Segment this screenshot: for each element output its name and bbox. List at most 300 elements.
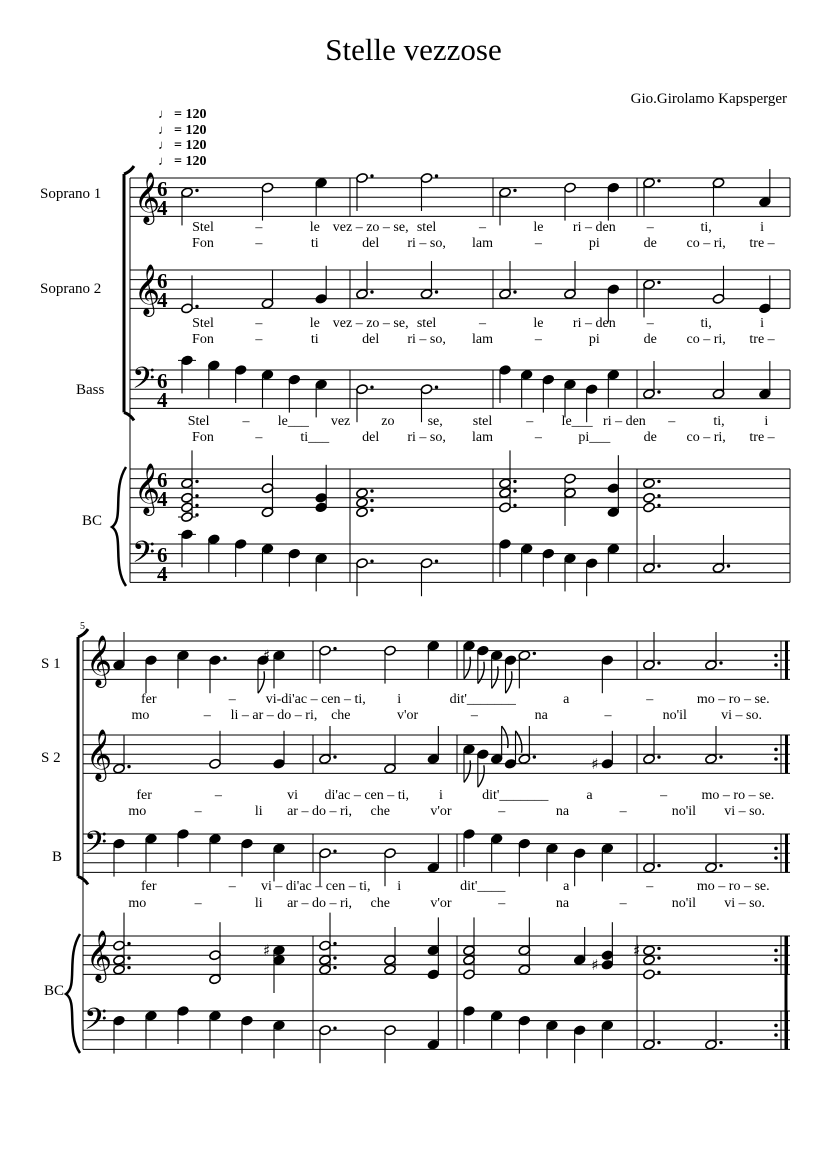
lyric-syllable: – — [619, 804, 627, 819]
notehead — [463, 955, 476, 966]
dot — [435, 290, 438, 293]
lyric-syllable: – — [203, 708, 211, 723]
notehead — [356, 497, 369, 508]
repeat-dot — [774, 654, 778, 658]
lyric-syllable: – — [646, 879, 654, 894]
tempo-value: = 120 — [174, 138, 207, 153]
notehead — [705, 1039, 718, 1050]
dot — [657, 755, 660, 758]
notehead — [356, 384, 369, 395]
notehead — [427, 1039, 440, 1050]
dot — [370, 174, 373, 177]
lyric-syllable: vez — [330, 414, 351, 429]
notehead — [477, 645, 490, 656]
notehead — [573, 1025, 586, 1036]
dot — [127, 765, 130, 768]
dot — [719, 864, 722, 867]
accidental: ♯ — [263, 941, 271, 960]
notehead — [273, 758, 286, 769]
dot — [195, 189, 198, 192]
bass-clef: 𝄢 — [132, 536, 156, 577]
notehead — [463, 744, 476, 755]
notehead — [759, 389, 772, 400]
dot — [657, 1041, 660, 1044]
tempo-value: = 120 — [174, 107, 207, 122]
notehead — [177, 650, 190, 661]
dot — [533, 755, 536, 758]
lyric-syllable: – — [255, 316, 263, 331]
lyric-syllable: ti — [310, 332, 319, 347]
flag — [506, 671, 512, 693]
lyric-syllable: ti, — [713, 414, 725, 429]
dot — [657, 390, 660, 393]
lyric-syllable: mo — [131, 708, 150, 723]
notehead — [261, 298, 274, 309]
notehead — [273, 1020, 286, 1031]
notehead — [499, 478, 512, 489]
lyric-syllable: – — [668, 414, 676, 429]
notehead — [643, 969, 656, 980]
dot — [657, 504, 660, 507]
lyric-syllable: se, — [427, 414, 443, 429]
notehead — [643, 492, 656, 503]
notehead — [546, 1020, 559, 1031]
notehead — [427, 754, 440, 765]
notehead — [315, 492, 328, 503]
notehead — [520, 369, 533, 380]
lyric-syllable: v'or — [397, 708, 419, 723]
lyric-syllable: – — [255, 236, 263, 251]
notehead — [315, 177, 328, 188]
lyric-syllable: co – ri, — [686, 236, 726, 251]
notehead — [643, 563, 656, 574]
dot — [719, 1041, 722, 1044]
notehead — [607, 182, 620, 193]
tempo-value: = 120 — [174, 123, 207, 138]
tempo-mark: ♩ = 120 — [158, 137, 207, 153]
notehead — [643, 945, 656, 956]
notehead — [564, 473, 577, 484]
instrument-label-bc2: BC — [44, 983, 65, 999]
notehead — [113, 763, 126, 774]
dot — [657, 661, 660, 664]
measure-number: 5 — [80, 621, 85, 632]
notehead — [209, 758, 222, 769]
dot — [223, 657, 226, 660]
notehead — [427, 969, 440, 980]
lyric-syllable: del — [362, 236, 380, 251]
lyric-syllable: – — [526, 414, 534, 429]
notehead — [113, 660, 126, 671]
notehead — [504, 758, 517, 769]
lyric-syllable: – — [534, 236, 542, 251]
dot — [533, 652, 536, 655]
lyric-syllable: i — [760, 220, 764, 235]
notehead — [759, 303, 772, 314]
notehead — [705, 660, 718, 671]
lyric-syllable: vez – zo – se, — [332, 316, 409, 331]
notehead — [315, 502, 328, 513]
accidental: ♯ — [263, 646, 271, 665]
notehead — [177, 829, 190, 840]
notehead — [607, 369, 620, 380]
tempo-value: = 120 — [174, 154, 207, 169]
notehead — [241, 838, 254, 849]
notehead — [499, 289, 512, 300]
lyric-syllable: tre – — [749, 332, 775, 347]
lyric-syllable: mo – ro – se. — [696, 879, 770, 894]
dot — [127, 942, 130, 945]
notehead — [181, 478, 194, 489]
dot — [195, 513, 198, 516]
repeat-dot — [774, 949, 778, 953]
lyric-syllable: ri – so, — [407, 430, 446, 445]
notehead — [705, 754, 718, 765]
repeat-dot — [774, 748, 778, 752]
lyric-syllable: fer — [140, 692, 157, 707]
lyric-syllable: ri – den — [572, 220, 616, 235]
notehead — [384, 1025, 397, 1036]
lyric-syllable: i — [764, 414, 769, 429]
lyric-syllable: – — [228, 692, 236, 707]
lyric-syllable: – — [619, 896, 627, 911]
notehead — [181, 492, 194, 503]
lyric-syllable: no'il — [671, 804, 697, 819]
notehead — [643, 389, 656, 400]
notehead — [490, 650, 503, 661]
lyric-syllable: stel — [416, 220, 437, 235]
notehead — [601, 843, 614, 854]
notehead — [181, 502, 194, 513]
dot — [513, 489, 516, 492]
lyric-syllable: mo — [128, 896, 147, 911]
lyric-syllable: a — [563, 879, 570, 894]
lyric-syllable: li — [254, 896, 263, 911]
notehead — [181, 355, 194, 366]
treble-clef: 𝄞 — [134, 264, 161, 315]
lyric-syllable: ti, — [700, 316, 712, 331]
lyric-syllable: le — [533, 220, 544, 235]
lyric-syllable: lam — [472, 332, 493, 347]
lyric-syllable: – — [470, 708, 478, 723]
lyric-syllable: le — [309, 316, 320, 331]
notehead — [356, 289, 369, 300]
lyric-syllable: vez – zo – se, — [332, 220, 409, 235]
notehead — [643, 478, 656, 489]
repeat-dot — [774, 958, 778, 962]
dot — [719, 755, 722, 758]
dot — [513, 480, 516, 483]
time-signature-den: 4 — [157, 196, 168, 220]
lyric-syllable: v'or — [430, 804, 452, 819]
notehead — [607, 284, 620, 295]
notehead — [145, 1010, 158, 1021]
instrument-label-s2: S 2 — [41, 750, 61, 766]
notehead — [518, 1015, 531, 1026]
notehead — [234, 539, 247, 550]
notehead — [518, 945, 531, 956]
notehead — [463, 829, 476, 840]
notehead — [705, 862, 718, 873]
notehead — [477, 749, 490, 760]
notehead — [573, 848, 586, 859]
notehead — [643, 1039, 656, 1050]
notehead — [261, 507, 274, 518]
treble-clef: 𝄞 — [134, 172, 161, 223]
notehead — [384, 955, 397, 966]
instrument-label-bass: Bass — [76, 382, 105, 398]
notehead — [463, 969, 476, 980]
lyric-syllable: stel — [416, 316, 437, 331]
lyric-syllable: li — [254, 804, 263, 819]
notehead — [490, 1010, 503, 1021]
dot — [370, 489, 373, 492]
dot — [333, 956, 336, 959]
notehead — [499, 488, 512, 499]
instrument-label-soprano1: Soprano 1 — [40, 186, 102, 202]
notehead — [564, 182, 577, 193]
lyric-syllable: Fon — [192, 430, 214, 445]
notehead — [427, 640, 440, 651]
dot — [719, 661, 722, 664]
notehead — [463, 945, 476, 956]
repeat-dot — [774, 757, 778, 761]
notehead — [420, 384, 433, 395]
notehead — [209, 655, 222, 666]
dot — [370, 560, 373, 563]
lyric-syllable: fer — [140, 879, 157, 894]
notehead — [643, 279, 656, 290]
notehead — [601, 1020, 614, 1031]
accidental: ♯ — [633, 941, 641, 960]
notehead — [273, 955, 286, 966]
repeat-dot — [774, 1033, 778, 1037]
notehead — [181, 187, 194, 198]
notehead — [384, 848, 397, 859]
notehead — [319, 964, 332, 975]
notehead — [209, 974, 222, 985]
notehead — [209, 833, 222, 844]
notehead — [564, 289, 577, 300]
lyric-syllable: de — [643, 236, 657, 251]
lyric-syllable: tre – — [749, 430, 775, 445]
lyric-syllable: i — [760, 316, 764, 331]
lyric-syllable: de — [643, 430, 657, 445]
dot — [657, 947, 660, 950]
treble-clef: 𝄞 — [86, 635, 113, 686]
lyric-syllable: che — [370, 804, 390, 819]
lyric-syllable: dit'_______ — [482, 788, 549, 803]
notehead — [643, 862, 656, 873]
lyric-syllable: pi — [588, 332, 600, 347]
time-signature-num: 6 — [157, 369, 168, 393]
notehead — [504, 655, 517, 666]
notehead — [490, 754, 503, 765]
dot — [333, 942, 336, 945]
treble-clef: 𝄞 — [86, 729, 113, 780]
lyric-syllable: – — [646, 692, 654, 707]
notehead — [420, 289, 433, 300]
notehead — [315, 293, 328, 304]
dot — [657, 956, 660, 959]
notehead — [208, 360, 221, 371]
notehead — [113, 964, 126, 975]
lyric-syllable: ri – den — [572, 316, 616, 331]
notehead — [384, 964, 397, 975]
notehead — [113, 955, 126, 966]
time-signature-num: 6 — [157, 269, 168, 293]
lyric-syllable: – — [534, 332, 542, 347]
instrument-label-b: B — [52, 849, 63, 865]
dot — [657, 864, 660, 867]
notehead — [315, 553, 328, 564]
notehead — [518, 754, 531, 765]
tempo-mark: ♩ = 120 — [158, 153, 207, 169]
dot — [727, 564, 730, 567]
notehead — [315, 379, 328, 390]
lyric-syllable: na — [555, 804, 570, 819]
lyric-syllable: Fon — [192, 332, 214, 347]
dot — [370, 509, 373, 512]
lyric-syllable: – — [255, 332, 263, 347]
notehead — [261, 543, 274, 554]
lyric-syllable: no'il — [662, 708, 687, 723]
notehead — [113, 838, 126, 849]
lyric-syllable: – — [242, 414, 250, 429]
notehead — [759, 197, 772, 208]
lyric-syllable: i — [397, 692, 402, 707]
notehead — [356, 507, 369, 518]
notehead — [585, 384, 598, 395]
notehead — [490, 833, 503, 844]
lyric-syllable: ri – den — [603, 414, 646, 429]
lyric-syllable: – — [498, 896, 506, 911]
notehead — [607, 507, 620, 518]
notehead — [463, 640, 476, 651]
lyric-syllable: dit'____ — [460, 879, 506, 894]
lyric-syllable: Fon — [192, 236, 214, 251]
tempo-mark: ♩ = 120 — [158, 122, 207, 138]
lyric-syllable: co – ri, — [686, 430, 726, 445]
repeat-dot — [774, 1024, 778, 1028]
lyric-syllable: dit'_______ — [449, 692, 516, 707]
notehead — [319, 848, 332, 859]
notehead — [356, 558, 369, 569]
lyric-syllable: che — [331, 708, 351, 723]
lyric-syllable: – — [646, 316, 654, 331]
dot — [657, 179, 660, 182]
notehead — [564, 379, 577, 390]
flag — [478, 765, 484, 787]
notehead — [607, 543, 620, 554]
instrument-label-soprano2: Soprano 2 — [40, 281, 102, 297]
notehead — [499, 539, 512, 550]
lyric-syllable: mo – ro – se. — [701, 788, 775, 803]
bass-clef: 𝄢 — [84, 1003, 108, 1044]
repeat-dot — [774, 856, 778, 860]
notehead — [601, 959, 614, 970]
notehead — [261, 182, 274, 193]
bass-clef: 𝄢 — [84, 826, 108, 867]
notehead — [319, 754, 332, 765]
lyric-syllable: – — [194, 896, 202, 911]
notehead — [518, 964, 531, 975]
notehead — [712, 177, 725, 188]
lyric-syllable: i — [439, 788, 443, 803]
lyric-syllable: – — [498, 804, 506, 819]
lyric-syllable: co – ri, — [686, 332, 726, 347]
notehead — [564, 553, 577, 564]
dot — [657, 480, 660, 483]
notehead — [643, 502, 656, 513]
lyric-syllable: Stel — [187, 414, 210, 429]
lyric-syllable: – — [255, 220, 263, 235]
notehead — [601, 655, 614, 666]
notehead — [585, 558, 598, 569]
dot — [435, 174, 438, 177]
lyric-syllable: – — [194, 804, 202, 819]
repeat-thick-bar — [785, 834, 788, 872]
notehead — [181, 303, 194, 314]
lyric-syllable: a — [563, 692, 570, 707]
lyric-syllable: del — [362, 332, 380, 347]
lyric-syllable: ri – so, — [407, 236, 446, 251]
lyric-syllable: mo — [128, 804, 147, 819]
lyric-syllable: pi___ — [578, 430, 611, 445]
lyric-syllable: – — [255, 430, 263, 445]
notehead — [712, 293, 725, 304]
lyric-syllable: Stel — [192, 220, 214, 235]
notehead — [643, 177, 656, 188]
notehead — [145, 833, 158, 844]
lyric-syllable: v'or — [430, 896, 452, 911]
notehead — [384, 645, 397, 656]
lyric-syllable: na — [534, 708, 548, 723]
dot — [657, 281, 660, 284]
lyric-syllable: – — [646, 220, 654, 235]
accidental: ♯ — [591, 955, 599, 974]
notehead — [181, 529, 194, 540]
notehead — [319, 940, 332, 951]
notehead — [181, 512, 194, 523]
notehead — [261, 483, 274, 494]
notehead — [356, 173, 369, 184]
dot — [370, 499, 373, 502]
lyric-syllable: vi – so. — [724, 896, 766, 911]
notehead — [499, 187, 512, 198]
lyric-syllable: le___ — [561, 414, 593, 429]
lyric-syllable: del — [362, 430, 380, 445]
lyric-syllable: ar – do – ri, — [287, 896, 352, 911]
lyric-syllable: – — [479, 316, 486, 331]
dot — [195, 504, 198, 507]
notehead — [643, 955, 656, 966]
dot — [333, 647, 336, 650]
repeat-thick-bar — [785, 735, 788, 773]
notehead — [463, 1006, 476, 1017]
lyric-syllable: tre – — [749, 236, 775, 251]
dot — [657, 564, 660, 567]
lyric-syllable: lam — [472, 236, 493, 251]
dot — [513, 189, 516, 192]
notehead — [384, 763, 397, 774]
piano-brace — [66, 934, 80, 1053]
notehead — [712, 563, 725, 574]
notehead — [601, 950, 614, 961]
notehead — [643, 660, 656, 671]
lyric-syllable: ti___ — [300, 430, 330, 445]
lyric-syllable: ti, — [700, 220, 712, 235]
